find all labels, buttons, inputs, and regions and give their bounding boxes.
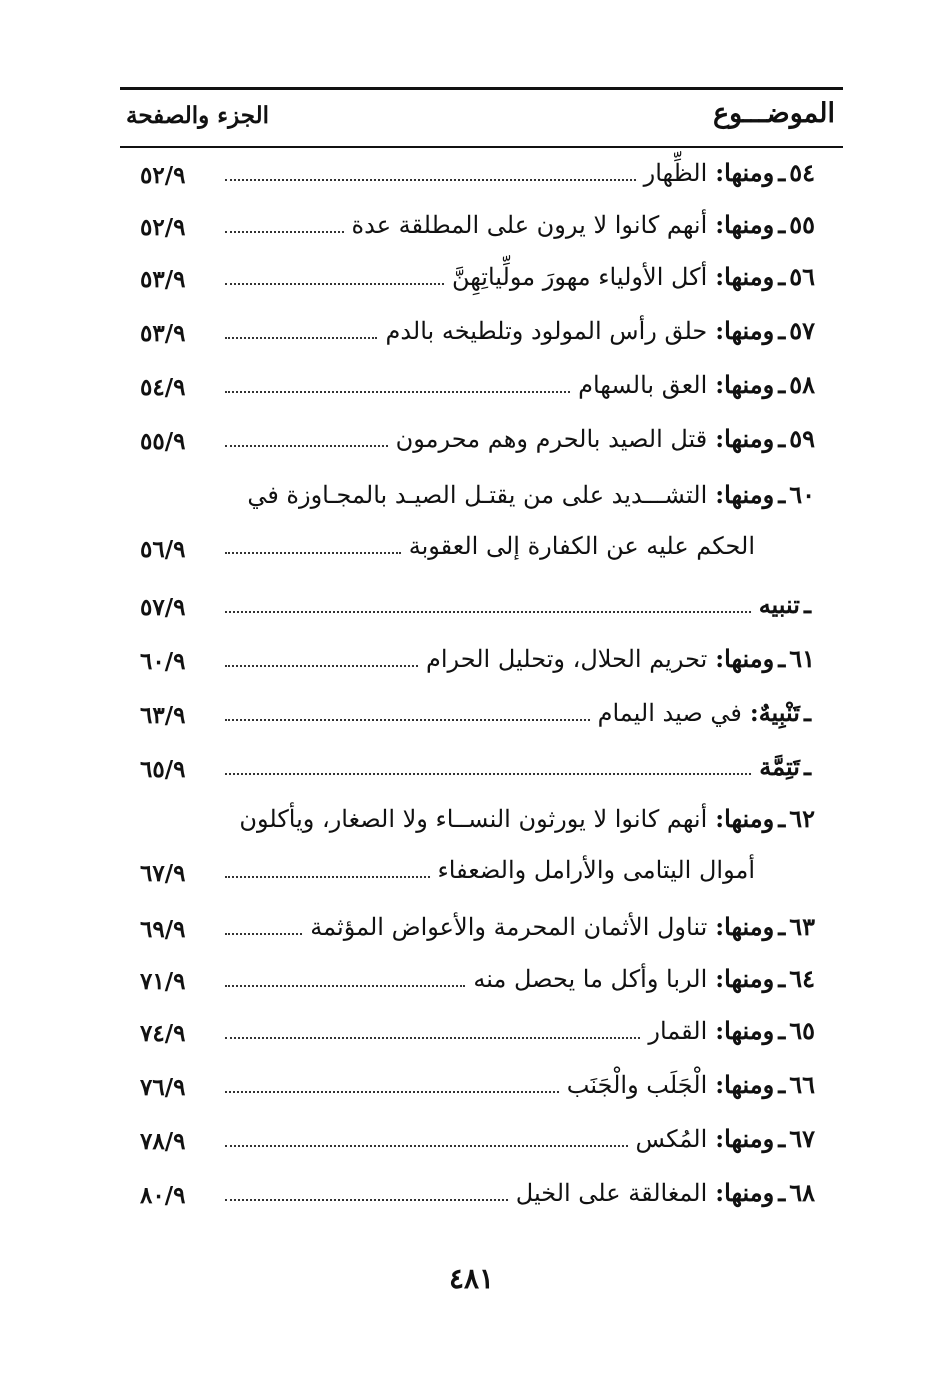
entry-colon: :: [715, 1178, 725, 1207]
entry-number: ٥٤: [789, 158, 815, 187]
entry-phrase: تنبيه: [758, 590, 800, 619]
entry-page-68: ٨٠/٩: [140, 1182, 186, 1209]
entry-topic: في صيد اليمام: [597, 699, 742, 727]
dot-leader: [225, 1036, 640, 1039]
entry-separator: ـ: [778, 912, 786, 941]
dot-leader: [225, 772, 751, 775]
entry-colon: :: [715, 210, 725, 239]
entry-topic: حلق رأس المولود وتلطيخه بالدم: [385, 317, 708, 345]
entry-separator: ـ: [778, 316, 786, 345]
toc-entry-63: [225, 912, 815, 952]
entry-phrase: ومنها: [724, 158, 775, 187]
entry-topic: أنهم كانوا لا يورثون النســاء ولا الصغار، ويأكلون: [239, 805, 708, 833]
toc-entry-65: [225, 1016, 815, 1056]
entry-phrase: ومنها: [724, 964, 775, 993]
entry-separator: ـ: [803, 590, 811, 619]
dot-leader: [225, 178, 636, 181]
entry-separator: ـ: [778, 804, 786, 833]
dot-leader: [225, 984, 465, 987]
toc-entry-62-continuation: [225, 856, 815, 896]
entry-page-64: ٧١/٩: [140, 968, 186, 995]
dot-leader: [225, 664, 418, 667]
dot-leader: [225, 282, 444, 285]
entry-colon: :: [715, 262, 725, 291]
dot-leader: [225, 932, 302, 935]
entry-continuation: الحكم عليه عن الكفارة إلى العقوبة: [408, 532, 755, 560]
entry-page-62: ٦٧/٩: [140, 860, 186, 887]
entry-separator: ـ: [778, 1124, 786, 1153]
subject-column-header: الموضـــوع: [712, 98, 835, 129]
entry-separator: ـ: [803, 698, 811, 727]
entry-topic: أنهم كانوا لا يرون على المطلقة عدة: [351, 211, 708, 239]
entry-phrase: ومنها: [724, 1070, 775, 1099]
entry-separator: ـ: [778, 964, 786, 993]
entry-number: ٥٧: [789, 316, 815, 345]
dot-leader: [225, 875, 430, 878]
entry-number: ٦٤: [789, 964, 815, 993]
toc-entry-59: [225, 424, 815, 464]
entry-topic: الْجَلَب والْجَنَب: [566, 1071, 708, 1099]
entry-page-54: ٥٢/٩: [140, 162, 186, 189]
entry-phrase: ومنها: [724, 912, 775, 941]
entry-page-56: ٥٣/٩: [140, 266, 186, 293]
dot-leader: [225, 390, 570, 393]
entry-page-tatimma: ٦٥/٩: [140, 756, 186, 783]
entry-phrase: ومنها: [724, 480, 775, 509]
toc-entry-58: [225, 370, 815, 410]
entry-colon: :: [715, 804, 725, 833]
entry-number: ٦٠: [789, 480, 815, 509]
header-rule: [120, 146, 843, 148]
entry-topic: تحريم الحلال، وتحليل الحرام: [425, 645, 708, 673]
entry-separator: ـ: [778, 1016, 786, 1045]
toc-entry-54: [225, 158, 815, 198]
entry-phrase: تَنْبِيهٌ: [758, 698, 800, 727]
toc-entry-57: [225, 316, 815, 356]
entry-colon: :: [715, 1070, 725, 1099]
entry-number: ٦٨: [789, 1178, 815, 1207]
entry-colon: :: [749, 698, 759, 727]
entry-page-65: ٧٤/٩: [140, 1020, 186, 1047]
entry-separator: ـ: [778, 262, 786, 291]
toc-entry-tatimma: [225, 752, 815, 792]
entry-topic: المُكس: [635, 1125, 708, 1153]
toc-entry-67: [225, 1124, 815, 1164]
dot-leader: [225, 610, 751, 613]
entry-page-tanbih-2: ٦٣/٩: [140, 702, 186, 729]
toc-entry-66: [225, 1070, 815, 1110]
entry-page-59: ٥٥/٩: [140, 428, 186, 455]
toc-entry-60: [205, 480, 815, 520]
entry-topic: القمار: [648, 1017, 708, 1045]
entry-number: ٦٧: [789, 1124, 815, 1153]
entry-colon: :: [715, 424, 725, 453]
toc-entry-56: [225, 262, 815, 302]
entry-number: ٦٦: [789, 1070, 815, 1099]
entry-number: ٥٦: [789, 262, 815, 291]
entry-separator: ـ: [803, 752, 811, 781]
toc-entry-61: [225, 644, 815, 684]
entry-topic: التشـــديد على من يقتـل الصيـد بالمجـاوزة في: [247, 481, 708, 509]
toc-entry-55: [225, 210, 815, 250]
entry-separator: ـ: [778, 158, 786, 187]
dot-leader: [225, 1144, 628, 1147]
toc-entry-tanbih-2: [225, 698, 815, 738]
entry-page-60: ٥٦/٩: [140, 536, 186, 563]
entry-topic: الربا وأكل ما يحصل منه: [473, 965, 708, 993]
entry-number: ٦٢: [789, 804, 815, 833]
entry-phrase: ومنها: [724, 644, 775, 673]
entry-topic: المغالقة على الخيل: [515, 1179, 708, 1207]
dot-leader: [225, 718, 590, 721]
entry-topic: العق بالسهام: [578, 371, 708, 399]
entry-separator: ـ: [778, 480, 786, 509]
entry-topic: تناول الأثمان المحرمة والأعواض المؤثمة: [310, 913, 708, 941]
entry-page-55: ٥٢/٩: [140, 214, 186, 241]
toc-entry-60-continuation: [225, 532, 815, 572]
entry-number: ٦٥: [789, 1016, 815, 1045]
toc-entry-68: [225, 1178, 815, 1218]
top-rule: [120, 87, 843, 90]
entry-colon: :: [715, 370, 725, 399]
page-number: ٤٨١: [448, 1262, 495, 1295]
entry-phrase: تَتِمَّة: [759, 752, 800, 781]
entry-phrase: ومنها: [724, 1178, 775, 1207]
toc-entry-tanbih: [225, 590, 815, 630]
entry-separator: ـ: [778, 1178, 786, 1207]
entry-separator: ـ: [778, 644, 786, 673]
dot-leader: [225, 551, 401, 554]
dot-leader: [225, 336, 377, 339]
entry-page-66: ٧٦/٩: [140, 1074, 186, 1101]
entry-number: ٦١: [789, 644, 815, 673]
dot-leader: [225, 444, 388, 447]
entry-phrase: ومنها: [724, 262, 775, 291]
entry-page-61: ٦٠/٩: [140, 648, 186, 675]
entry-colon: :: [715, 1016, 725, 1045]
dot-leader: [225, 1090, 559, 1093]
toc-entry-64: [225, 964, 815, 1004]
dot-leader: [225, 1198, 508, 1201]
entry-number: ٥٩: [789, 424, 815, 453]
entry-colon: :: [715, 158, 725, 187]
entry-topic: الظِّهار: [643, 159, 708, 187]
entry-separator: ـ: [778, 210, 786, 239]
entry-phrase: ومنها: [724, 210, 775, 239]
entry-page-63: ٦٩/٩: [140, 916, 186, 943]
entry-phrase: ومنها: [724, 424, 775, 453]
entry-separator: ـ: [778, 370, 786, 399]
toc-entry-62: [205, 804, 815, 844]
entry-page-57: ٥٣/٩: [140, 320, 186, 347]
entry-colon: :: [715, 912, 725, 941]
entry-number: ٦٣: [789, 912, 815, 941]
entry-continuation: أموال اليتامى والأرامل والضعفاء: [437, 856, 755, 884]
entry-page-tanbih: ٥٧/٩: [140, 594, 186, 621]
entry-phrase: ومنها: [724, 370, 775, 399]
entry-phrase: ومنها: [724, 1016, 775, 1045]
entry-separator: ـ: [778, 1070, 786, 1099]
entry-colon: :: [715, 316, 725, 345]
entry-colon: :: [715, 480, 725, 509]
entry-page-58: ٥٤/٩: [140, 374, 186, 401]
entry-phrase: ومنها: [724, 804, 775, 833]
dot-leader: [225, 230, 344, 233]
entry-colon: :: [715, 644, 725, 673]
page-column-header: الجزء والصفحة: [126, 102, 270, 129]
entry-number: ٥٨: [789, 370, 815, 399]
entry-topic: قتل الصيد بالحرم وهم محرمون: [395, 425, 708, 453]
entry-colon: :: [715, 964, 725, 993]
entry-phrase: ومنها: [724, 316, 775, 345]
entry-separator: ـ: [778, 424, 786, 453]
entry-colon: :: [715, 1124, 725, 1153]
entry-page-67: ٧٨/٩: [140, 1128, 186, 1155]
entry-phrase: ومنها: [724, 1124, 775, 1153]
entry-topic: أكل الأولياء مهورَ مولِّياتِهِنَّ: [451, 263, 708, 291]
entry-number: ٥٥: [789, 210, 815, 239]
